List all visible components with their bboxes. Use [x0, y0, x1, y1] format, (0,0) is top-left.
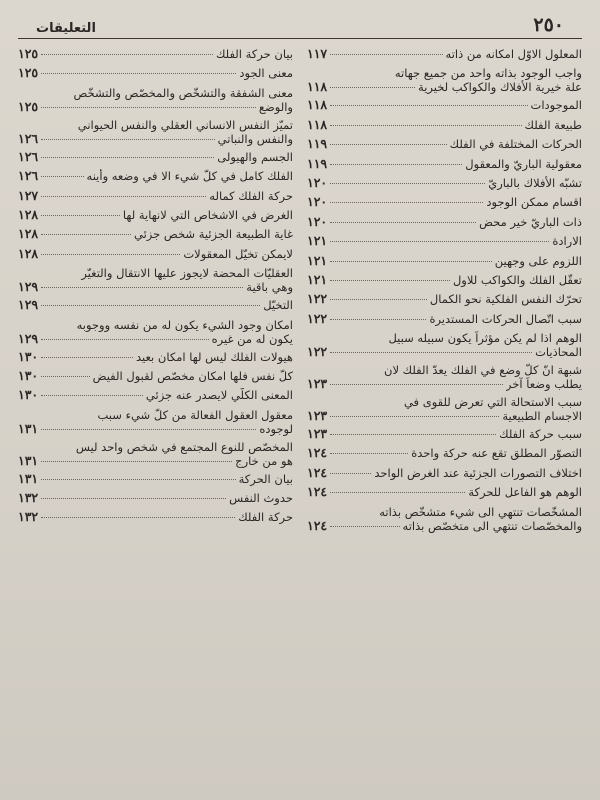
entry-line [307, 427, 582, 441]
index-entry [18, 45, 293, 64]
entry-topic: غاية الطبيعة الجزئية شخص جزئي [134, 227, 293, 242]
entry-line [18, 189, 293, 203]
entry-topic: علة خيرية الأفلاك والكواكب لخيرية [418, 80, 582, 95]
entry-topic: طبيعة الفلك [524, 117, 582, 132]
dot-leader [41, 254, 180, 255]
index-entry [18, 167, 293, 186]
dot-leader [330, 144, 446, 145]
entry-line [307, 195, 582, 209]
index-entry [18, 84, 293, 116]
dot-leader [330, 261, 492, 262]
index-column-right [307, 45, 582, 535]
entry-line [307, 377, 582, 391]
entry-lead-line: معنى الشفقة والتشخّص والمخصّص والتشخّص [73, 85, 293, 100]
entry-page-number: ١٢٢ [307, 344, 328, 360]
entry-topic: سبب حركة الفلك [499, 427, 582, 442]
entry-page-number: ١٢٤ [307, 464, 328, 480]
entry-topic: الغرض في الاشخاص التي لانهاية لها [122, 207, 293, 222]
index-entry [18, 264, 293, 296]
dot-leader [330, 473, 371, 474]
entry-topic: حركة الفلك [238, 510, 293, 525]
index-entry [18, 470, 293, 489]
entry-page-number: ١٢٢ [307, 310, 328, 326]
dot-leader [330, 87, 415, 88]
index-entry [18, 438, 293, 470]
entry-topic: هيولات الفلك ليس لها امكان بعيد [135, 349, 293, 364]
index-entry [18, 296, 293, 315]
entry-topic: والنفس والنباتي [217, 131, 293, 146]
dot-leader [330, 105, 527, 106]
entry-topic: التخيّل [263, 298, 293, 313]
entry-lead-line: امكان وجود الشيء يكون له من نفسه ووجوبه [76, 317, 293, 332]
running-title: التعليقات [36, 21, 96, 36]
dot-leader [330, 319, 426, 320]
index-entry [18, 245, 293, 264]
entry-line [307, 409, 582, 423]
index-entry [307, 64, 582, 96]
entry-page-number: ١٢٤ [307, 484, 328, 500]
dot-leader [41, 196, 206, 197]
entry-line [18, 227, 293, 241]
entry-lead-line: الوهم اذا لم يكن مؤثراً يكون سبيله سبيل [388, 331, 582, 346]
index-entry [18, 225, 293, 244]
dot-leader [41, 517, 235, 518]
dot-leader [330, 280, 450, 281]
entry-page-number: ١٢٩ [18, 330, 39, 346]
dot-leader [41, 339, 209, 340]
index-entry [307, 96, 582, 115]
entry-line [18, 510, 293, 524]
index-entry [307, 444, 582, 463]
entry-line [307, 47, 582, 61]
index-entry [307, 45, 582, 64]
entry-line [18, 247, 293, 261]
entry-topic: تعقّل الفلك والكواكب للاول [452, 272, 582, 287]
entry-topic: الارادة [552, 234, 582, 249]
entry-page-number: ١٢٥ [18, 98, 39, 114]
entry-line [18, 491, 293, 505]
entry-topic: لوجوده [259, 421, 293, 436]
entry-line [18, 169, 293, 183]
dot-leader [330, 164, 462, 165]
dot-leader [41, 357, 133, 358]
index-entry [307, 135, 582, 154]
entry-page-number: ١٢٨ [18, 245, 39, 261]
entry-line [307, 137, 582, 151]
entry-topic: والمخصّصات تنتهي الى متخصّص بذاته [402, 518, 582, 533]
entry-page-number: ١٢١ [307, 271, 328, 287]
entry-lead-line: واجب الوجود بذاته واحد من جميع جهاته [394, 66, 582, 81]
entry-lead-line: سبب الاستحالة التي تعرض للقوى في [403, 395, 582, 410]
entry-topic: يطلب وضعاً آخر [505, 377, 582, 392]
entry-lead-line: تميّز النفس الانساني العقلي والنفس الحيواني [77, 117, 293, 132]
dot-leader [41, 139, 215, 140]
index-entry [307, 252, 582, 271]
entry-page-number: ١٢٢ [307, 291, 328, 307]
index-entry [307, 393, 582, 425]
entry-line [18, 132, 293, 146]
entry-line [307, 345, 582, 359]
entry-page-number: ١٣٠ [18, 387, 39, 403]
entry-line [307, 519, 582, 533]
entry-topic: لايمكن تخيّل المعقولات [183, 246, 293, 261]
entry-line [18, 422, 293, 436]
entry-line [18, 208, 293, 222]
dot-leader [41, 376, 89, 377]
entry-line [307, 157, 582, 171]
page-header [18, 12, 582, 39]
entry-page-number: ١٢٨ [18, 226, 39, 242]
index-entry [307, 290, 582, 309]
entry-line [307, 485, 582, 499]
index-entry [18, 148, 293, 167]
entry-topic: تحرّك النفس الفلكية نحو الكمال [429, 292, 582, 307]
entry-page-number: ١٣٠ [18, 348, 39, 364]
entry-page-number: ١٢٨ [18, 206, 39, 222]
index-entry [18, 116, 293, 148]
entry-page-number: ١٢٠ [307, 194, 328, 210]
entry-topic: بيان حركة الفلك [215, 47, 293, 61]
entry-page-number: ١١٨ [307, 97, 328, 113]
dot-leader [41, 215, 120, 216]
dot-leader [330, 299, 427, 300]
entry-lead-line: المخصّص للنوع المجتمع في شخص واحد ليس [75, 439, 293, 454]
entry-topic: اقسام ممكن الوجود [486, 195, 582, 210]
dot-leader [330, 492, 465, 493]
entry-topic: الوهم هو الفاعل للحركة [468, 485, 582, 500]
entry-line [18, 472, 293, 486]
entry-page-number: ١٢٣ [307, 376, 328, 392]
entry-page-number: ١٢١ [307, 233, 328, 249]
index-entry [18, 386, 293, 405]
index-entry [307, 425, 582, 444]
entry-page-number: ١٢٠ [307, 213, 328, 229]
entry-line [307, 215, 582, 229]
entry-topic: وهي باقية [246, 280, 293, 295]
entry-topic: معقولية الباريّ والمعقول [465, 156, 582, 171]
entry-page-number: ١٢٠ [307, 174, 328, 190]
dot-leader [41, 176, 83, 177]
entry-line [18, 350, 293, 364]
dot-leader [41, 498, 226, 499]
entry-topic: كلّ نفس فلها امكان مخصّص لقبول الفيض [92, 368, 293, 383]
dot-leader [41, 479, 235, 480]
dot-leader [330, 54, 442, 55]
index-entry [18, 489, 293, 508]
entry-topic: التصوّر المطلق تقع عنه حركة واحدة [411, 446, 582, 461]
index-entry [307, 329, 582, 361]
index-entry [307, 503, 582, 535]
entry-line [18, 47, 293, 61]
index-entry [307, 193, 582, 212]
entry-line [307, 292, 582, 306]
entry-topic: هو من خارج [235, 453, 293, 468]
dot-leader [41, 107, 256, 108]
entry-line [18, 388, 293, 402]
dot-leader [41, 395, 143, 396]
entry-page-number: ١٣٠ [18, 367, 39, 383]
entry-page-number: ١٢٩ [18, 297, 39, 313]
entry-topic: الحركات المختلفة في الفلك [449, 137, 582, 152]
dot-leader [41, 157, 214, 158]
index-entry [18, 508, 293, 527]
entry-line [18, 298, 293, 312]
entry-topic: الفلك كامل في كلّ شيء الا في وضعه وأينه [86, 169, 293, 184]
index-entry [307, 464, 582, 483]
index-entry [18, 367, 293, 386]
entry-topic: المعلول الاوّل امكانه من ذاته [445, 47, 582, 61]
entry-page-number: ١٢٦ [18, 130, 39, 146]
entry-page-number: ١٢٣ [307, 408, 328, 424]
index-entry [307, 361, 582, 393]
entry-page-number: ١١٨ [307, 116, 328, 132]
entry-topic: المعنى الكلّي لايصدر عنه جزئي [145, 388, 293, 403]
dot-leader [41, 73, 236, 74]
entry-line [307, 176, 582, 190]
index-entry [307, 116, 582, 135]
entry-line [307, 234, 582, 248]
entry-page-number: ١٣٢ [18, 490, 39, 506]
entry-line [18, 369, 293, 383]
index-columns [18, 45, 582, 535]
entry-page-number: ١٣٢ [18, 509, 39, 525]
entry-line [18, 66, 293, 80]
dot-leader [330, 434, 496, 435]
entry-topic: سبب اتّصال الحركات المستديرة [429, 311, 582, 326]
dot-leader [41, 234, 131, 235]
index-entry [307, 483, 582, 502]
entry-page-number: ١٢٤ [307, 445, 328, 461]
entry-lead-line: معقول العقول الفعالة من كلّ شيء سبب [97, 407, 293, 422]
entry-topic: بيان الحركة [238, 471, 293, 486]
index-entry [18, 187, 293, 206]
index-entry [18, 348, 293, 367]
dot-leader [330, 384, 503, 385]
index-entry [307, 232, 582, 251]
dot-leader [330, 416, 499, 417]
entry-page-number: ١١٩ [307, 136, 328, 152]
dot-leader [41, 54, 213, 55]
page-number: ٢٥٠ [533, 14, 564, 36]
dot-leader [330, 222, 476, 223]
entry-page-number: ١٢٦ [18, 168, 39, 184]
entry-topic: معنى الجود [239, 66, 293, 81]
entry-topic: يكون له من غيره [211, 331, 293, 346]
entry-line [307, 118, 582, 132]
entry-page-number: ١٢٤ [307, 517, 328, 533]
dot-leader [330, 125, 521, 126]
entry-topic: حدوث النفس [229, 491, 293, 506]
index-entry [307, 213, 582, 232]
entry-line [18, 332, 293, 346]
entry-topic: الموجودات [530, 98, 582, 113]
entry-line [307, 312, 582, 326]
entry-line [18, 150, 293, 164]
entry-line [307, 98, 582, 112]
entry-page-number: ١٢٦ [18, 148, 39, 164]
entry-line [307, 273, 582, 287]
entry-topic: والوضع [258, 99, 293, 114]
dot-leader [41, 305, 260, 306]
index-entry [18, 406, 293, 438]
dot-leader [41, 429, 256, 430]
dot-leader [330, 352, 532, 353]
entry-lead-line: المشخّصات تنتهي الى شيء متشخّص بذاته [379, 504, 582, 519]
entry-page-number: ١١٧ [307, 46, 328, 61]
entry-page-number: ١٢٧ [18, 187, 39, 203]
index-entry [18, 316, 293, 348]
entry-line [18, 280, 293, 294]
entry-line [307, 446, 582, 460]
entry-topic: اللزوم على وجهين [494, 253, 582, 268]
entry-topic: اختلاف التصورات الجزئية عند الغرض الواحد [374, 465, 582, 480]
entry-page-number: ١١٩ [307, 155, 328, 171]
index-column-left [18, 45, 293, 535]
index-entry [18, 206, 293, 225]
entry-page-number: ١٣١ [18, 452, 39, 468]
entry-page-number: ١٢١ [307, 252, 328, 268]
entry-line [18, 100, 293, 114]
dot-leader [330, 202, 483, 203]
index-entry [18, 64, 293, 83]
entry-page-number: ١٢٥ [18, 46, 39, 61]
entry-page-number: ١٢٥ [18, 65, 39, 81]
entry-line [307, 254, 582, 268]
dot-leader [41, 461, 232, 462]
entry-topic: تشبّه الأفلاك بالباريّ [488, 175, 582, 190]
entry-lead-line: العقليّات المحضة لايجوز عليها الانتقال والتغيّر [81, 266, 293, 281]
entry-page-number: ١١٨ [307, 79, 328, 95]
index-entry [307, 310, 582, 329]
dot-leader [330, 241, 549, 242]
entry-lead-line: شبهة انّ كلّ وضع في الفلك يعدّ الفلك لان [384, 363, 582, 378]
entry-line [307, 80, 582, 94]
entry-page-number: ١٣١ [18, 470, 39, 486]
entry-topic: ذات الباريّ خير محض [479, 214, 582, 229]
entry-topic: الاجسام الطبيعية [502, 409, 582, 424]
dot-leader [330, 183, 485, 184]
dot-leader [330, 453, 408, 454]
entry-line [307, 466, 582, 480]
dot-leader [330, 526, 399, 527]
index-entry [307, 174, 582, 193]
entry-line [18, 454, 293, 468]
entry-topic: الجسم والهيولى [217, 149, 293, 164]
entry-topic: حركة الفلك كماله [209, 188, 293, 203]
dot-leader [41, 287, 243, 288]
entry-topic: المحاذيات [535, 345, 582, 360]
entry-page-number: ١٢٩ [18, 279, 39, 295]
entry-page-number: ١٢٣ [307, 426, 328, 442]
entry-page-number: ١٣١ [18, 420, 39, 436]
index-entry [307, 271, 582, 290]
index-entry [307, 155, 582, 174]
